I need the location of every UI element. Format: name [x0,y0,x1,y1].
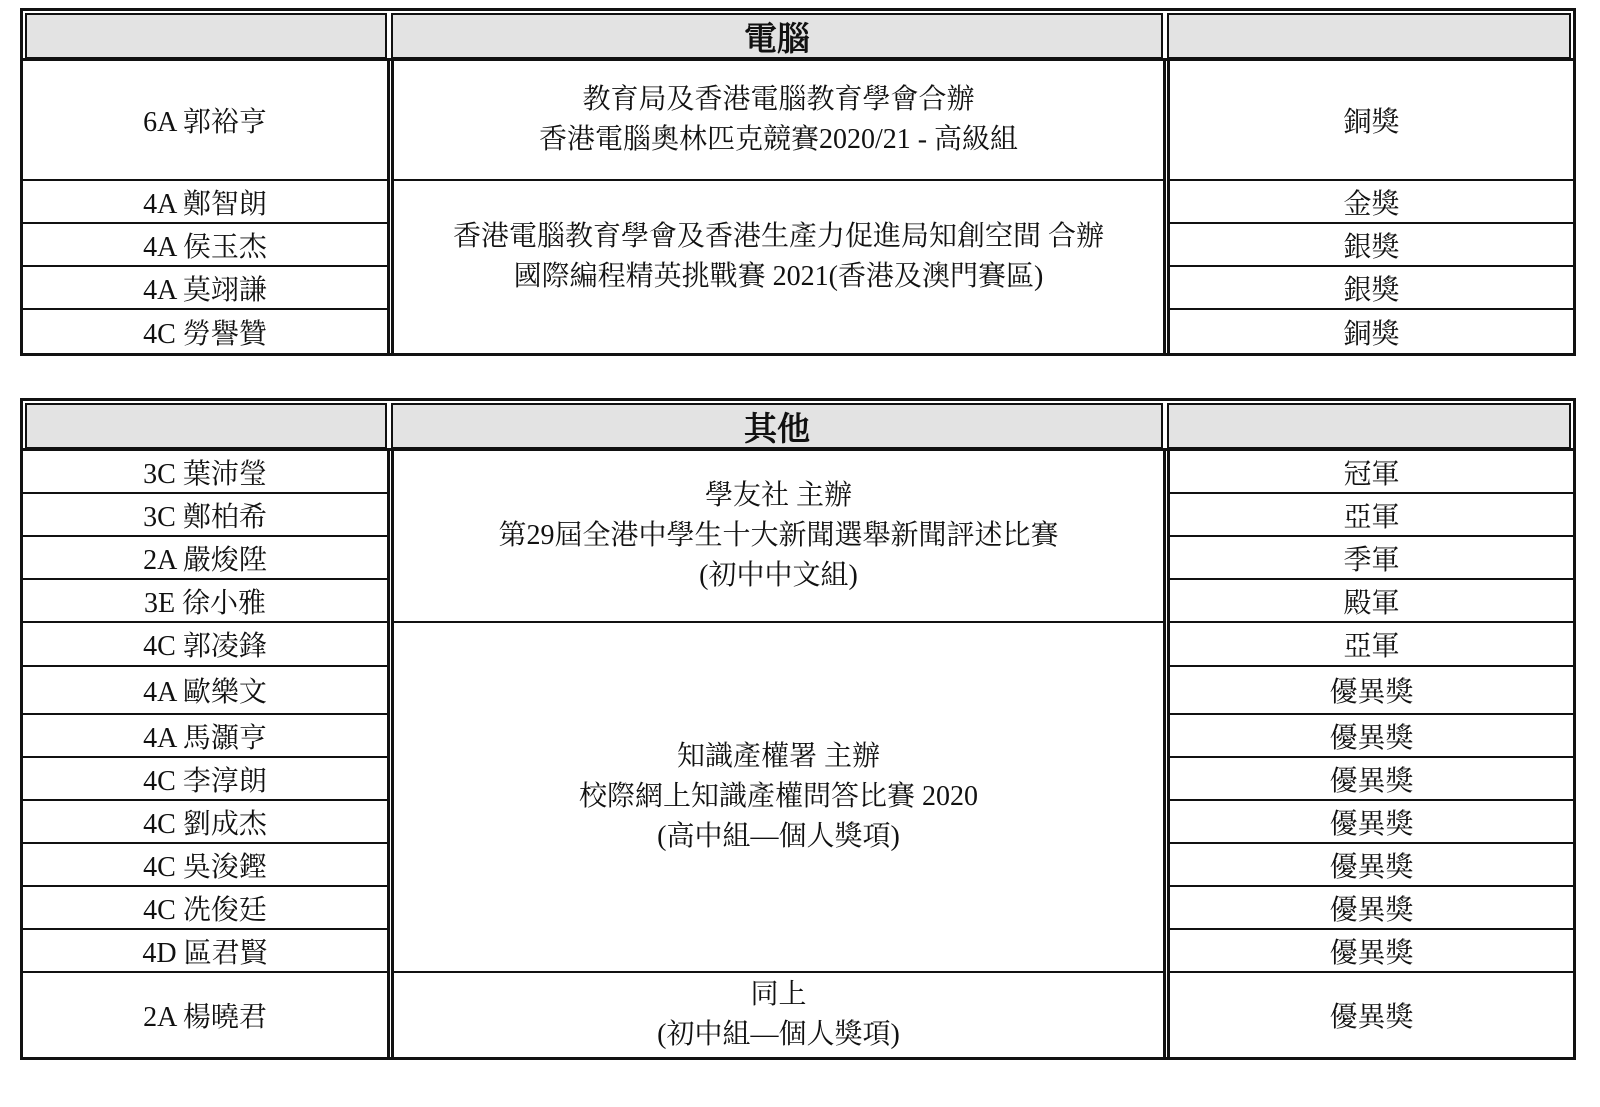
column-divider [1163,451,1166,1057]
header-cell-left [25,13,387,59]
award-result: 銅獎 [1170,61,1573,181]
award-result: 冠軍 [1170,451,1573,494]
award-result: 殿軍 [1170,580,1573,623]
competition-line: 同上 [750,979,807,1010]
header-cell-right [1167,13,1571,59]
table-header [23,401,1573,451]
header-cell-left [25,403,387,449]
competition-line: (初中組—個人獎項) [657,1019,900,1050]
award-result: 優異獎 [1170,667,1573,715]
award-result: 亞軍 [1170,623,1573,667]
award-result: 銅獎 [1343,318,1400,350]
computer-awards-table [20,8,1576,356]
competition-line: 教育局及香港電腦教育學會合辦 [582,84,975,115]
award-result: 金獎 [1170,181,1573,224]
student-name: 2A 嚴焌陞 [23,537,387,580]
award-result: 優異獎 [1170,844,1573,887]
student-name: 3C 鄭柏希 [23,494,387,537]
student-name: 4C 吳浚鏗 [23,844,387,887]
competition-description [394,973,1163,1057]
award-result: 優異獎 [1329,1002,1414,1033]
competition-description [394,181,1163,353]
header-cell-right [1167,403,1571,449]
student-name: 4A 侯玉杰 [23,224,387,267]
header-cell-center [391,13,1163,59]
student-name: 4D 區君賢 [23,930,387,973]
competition-line: 知識產權署 主辦 [676,741,880,772]
competition-line: 學友社 主辦 [704,480,852,511]
award-result: 優異獎 [1170,715,1573,758]
award-result: 優異獎 [1170,758,1573,801]
award-result: 銀獎 [1170,267,1573,310]
section-title: 電腦 [744,18,810,58]
award-result: 優異獎 [1170,887,1573,930]
competition-description [394,451,1163,623]
competition-line: 香港電腦奧林匹克競賽2020/21 - 高級組 [538,124,1019,155]
competition-line: 第29屆全港中學生十大新聞選舉新聞評述比賽 [498,520,1059,551]
student-name: 6A 郭裕亨 [23,61,387,181]
student-name: 4C 郭凌鋒 [23,623,387,667]
competition-line: (初中中文組) [699,560,858,591]
award-result: 優異獎 [1170,801,1573,844]
competition-line: (高中組—個人獎項) [657,821,900,852]
student-name: 4A 歐樂文 [23,667,387,715]
student-name: 4C 李淳朗 [23,758,387,801]
competition-line: 國際編程精英挑戰賽 2021(香港及澳門賽區) [513,261,1044,292]
header-cell-center [391,403,1163,449]
competition-line: 香港電腦教育學會及香港生產力促進局知創空間 合辦 [452,221,1104,252]
competition-description [394,623,1163,973]
award-result: 亞軍 [1170,494,1573,537]
table-header [23,11,1573,61]
section-title: 其他 [744,408,810,448]
competition-description [394,61,1163,181]
award-result: 季軍 [1170,537,1573,580]
competition-line: 校際網上知識產權問答比賽 2020 [578,781,978,812]
student-name: 4C 勞譽贊 [143,318,267,350]
column-divider [1163,61,1166,353]
column-divider [387,61,390,353]
student-name: 4C 劉成杰 [23,801,387,844]
column-divider [387,451,390,1057]
student-name: 4A 馬灝亨 [23,715,387,758]
award-result: 銀獎 [1170,224,1573,267]
student-name: 2A 楊曉君 [143,1002,267,1033]
student-name: 4A 莫翊謙 [23,267,387,310]
award-result: 優異獎 [1170,930,1573,973]
student-name: 4A 鄭智朗 [23,181,387,224]
student-name: 3E 徐小雅 [23,580,387,623]
student-name: 4C 冼俊廷 [23,887,387,930]
other-awards-table [20,398,1576,1060]
student-name: 3C 葉沛瑩 [23,451,387,494]
